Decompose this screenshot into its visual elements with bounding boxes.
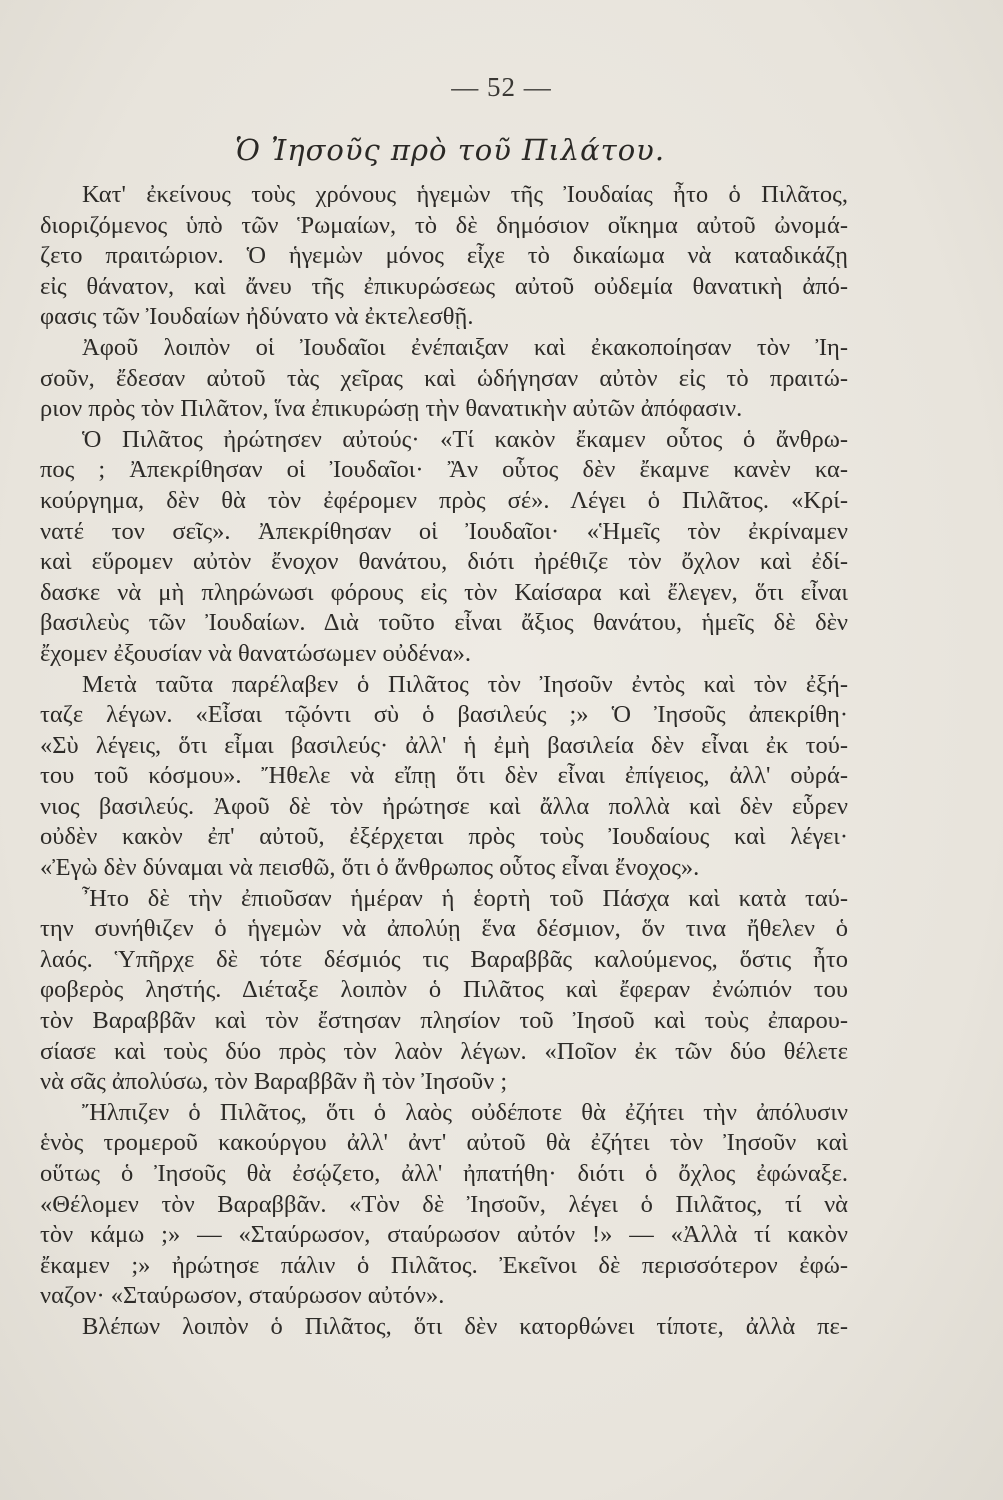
text-line: ἔκαμεν ;» ἠρώτησε πάλιν ὁ Πιλᾶτος. Ἐκεῖνοι δὲ περισσότερον ἐφώ- — [40, 1251, 848, 1279]
text-line: οὐδὲν κακὸν ἐπ' αὐτοῦ, ἐξέρχεται πρὸς τοὺς Ἰουδαίους καὶ λέγει· — [40, 823, 848, 851]
text-line: πος ; Ἀπεκρίθησαν οἱ Ἰουδαῖοι· Ἂν οὗτος δὲν ἔκαμνε κανὲν κα- — [40, 456, 848, 484]
text-line: Ἀφοῦ λοιπὸν οἱ Ἰουδαῖοι ἐνέπαιξαν καὶ ἐκακοποίησαν τὸν Ἰη- — [82, 333, 848, 361]
text-line: «Θέλομεν τὸν Βαραββᾶν. «Τὸν δὲ Ἰησοῦν, λέγει ὁ Πιλᾶτος, τί νὰ — [40, 1190, 848, 1218]
text-line: τὸν Βαραββᾶν καὶ τὸν ἔστησαν πλησίον τοῦ Ἰησοῦ καὶ τοὺς ἐπαρου- — [40, 1007, 848, 1035]
text-line: την συνήθιζεν ὁ ἡγεμὼν νὰ ἀπολύῃ ἕνα δέσμιον, ὅν τινα ἤθελεν ὁ — [40, 915, 848, 943]
text-line: ἔχομεν ἐξουσίαν νὰ θανατώσωμεν οὐδένα». — [40, 639, 471, 667]
text-line: βασιλεὺς τῶν Ἰουδαίων. Διὰ τοῦτο εἶναι ἄξιος θανάτου, ἡμεῖς δὲ δὲν — [40, 609, 848, 637]
text-line: διοριζόμενος ὑπὸ τῶν Ῥωμαίων, τὸ δὲ δημόσιον οἴκημα αὐτοῦ ὠνομά- — [40, 211, 848, 239]
body-text — [40, 180, 848, 1343]
text-line: σοῦν, ἔδεσαν αὐτοῦ τὰς χεῖρας καὶ ὡδήγησαν αὐτὸν εἰς τὸ πραιτώ- — [40, 364, 848, 392]
text-line: οὕτως ὁ Ἰησοῦς θὰ ἐσῴζετο, ἀλλ' ἠπατήθη· διότι ὁ ὄχλος ἐφώναξε. — [40, 1160, 848, 1187]
page-number: — 52 — — [451, 72, 552, 102]
text-line: «Σὺ λέγεις, ὅτι εἶμαι βασιλεύς· ἀλλ' ἡ ἐμὴ βασιλεία δὲν εἶναι ἐκ τού- — [40, 731, 848, 759]
text-line: ζετο πραιτώριον. Ὁ ἡγεμὼν μόνος εἶχε τὸ δικαίωμα νὰ καταδικάζῃ — [40, 242, 848, 270]
text-line: λαός. Ὑπῆρχε δὲ τότε δέσμιός τις Βαραββᾶς καλούμενος, ὅστις ἦτο — [40, 945, 848, 973]
text-line: φασις τῶν Ἰουδαίων ἠδύνατο νὰ ἐκτελεσθῇ. — [40, 303, 474, 331]
text-line: του τοῦ κόσμου». Ἤθελε νὰ εἴπῃ ὅτι δὲν εἶναι ἐπίγειος, ἀλλ' οὐρά- — [40, 762, 848, 790]
text-line: Ἦτο δὲ τὴν ἐπιοῦσαν ἡμέραν ἡ ἑορτὴ τοῦ Πάσχα καὶ κατὰ ταύ- — [82, 884, 848, 912]
text-line: δασκε νὰ μὴ πληρώνωσι φόρους εἰς τὸν Καίσαρα καὶ ἔλεγεν, ὅτι εἶναι — [40, 578, 848, 606]
text-line: Κατ' ἐκείνους τοὺς χρόνους ἡγεμὼν τῆς Ἰουδαίας ἦτο ὁ Πιλᾶτος, — [82, 181, 848, 208]
text-line: νὰ σᾶς ἀπολύσω, τὸν Βαραββᾶν ἢ τὸν Ἰησοῦν ; — [40, 1068, 508, 1096]
text-line: ναζον· «Σταύρωσον, σταύρωσον αὐτόν». — [40, 1282, 445, 1310]
text-line: κούργημα, δὲν θὰ τὸν ἐφέρομεν πρὸς σέ». Λέγει ὁ Πιλᾶτος. «Κρί- — [40, 486, 848, 514]
text-line: τὸν κάμω ;» — «Σταύρωσον, σταύρωσον αὐτόν !» — «Ἀλλὰ τί κακὸν — [40, 1221, 848, 1249]
text-line: Ὁ Πιλᾶτος ἠρώτησεν αὐτούς· «Τί κακὸν ἔκαμεν οὗτος ὁ ἄνθρω- — [82, 425, 848, 453]
text-line: σίασε καὶ τοὺς δύο πρὸς τὸν λαὸν λέγων. «Ποῖον ἐκ τῶν δύο θέλετε — [40, 1037, 848, 1065]
text-line: καὶ εὕρομεν αὐτὸν ἔνοχον θανάτου, διότι ἠρέθιζε τὸν ὄχλον καὶ ἐδί- — [40, 548, 848, 576]
text-line: νατέ τον σεῖς». Ἀπεκρίθησαν οἱ Ἰουδαῖοι· «Ἡμεῖς τὸν ἐκρίναμεν — [40, 517, 848, 545]
text-line: «Ἐγὼ δὲν δύναμαι νὰ πεισθῶ, ὅτι ὁ ἄνθρωπος οὗτος εἶναι ἔνοχος». — [40, 854, 700, 882]
text-line: Ἤλπιζεν ὁ Πιλᾶτος, ὅτι ὁ λαὸς οὐδέποτε θὰ ἐζήτει τὴν ἀπόλυσιν — [82, 1098, 848, 1126]
text-line: φοβερὸς ληστής. Διέταξε λοιπὸν ὁ Πιλᾶτος καὶ ἔφεραν ἐνώπιόν του — [40, 976, 848, 1004]
text-line: Βλέπων λοιπὸν ὁ Πιλᾶτος, ὅτι δὲν κατορθώνει τίποτε, ἀλλὰ πε- — [82, 1312, 848, 1340]
text-line: Μετὰ ταῦτα παρέλαβεν ὁ Πιλᾶτος τὸν Ἰησοῦν ἐντὸς καὶ τὸν ἐξή- — [82, 670, 848, 698]
text-line: νιος βασιλεύς. Ἀφοῦ δὲ τὸν ἠρώτησε καὶ ἄλλα πολλὰ καὶ δὲν εὗρεν — [40, 792, 848, 820]
chapter-title: Ὁ Ἰησοῦς πρὸ τοῦ Πιλάτου. — [234, 133, 666, 167]
text-line: ριον πρὸς τὸν Πιλᾶτον, ἵνα ἐπικυρώσῃ τὴν θανατικὴν αὐτῶν ἀπόφασιν. — [40, 395, 743, 423]
text-line: ταζε λέγων. «Εἶσαι τῷόντι σὺ ὁ βασιλεύς ;» Ὁ Ἰησοῦς ἀπεκρίθη· — [40, 701, 848, 729]
text-line: ἑνὸς τρομεροῦ κακούργου ἀλλ' ἀντ' αὐτοῦ θὰ ἐζήτει τὸν Ἰησοῦν καὶ — [40, 1129, 848, 1157]
text-line: εἰς θάνατον, καὶ ἄνευ τῆς ἐπικυρώσεως αὐτοῦ οὐδεμία θανατικὴ ἀπό- — [40, 272, 848, 300]
